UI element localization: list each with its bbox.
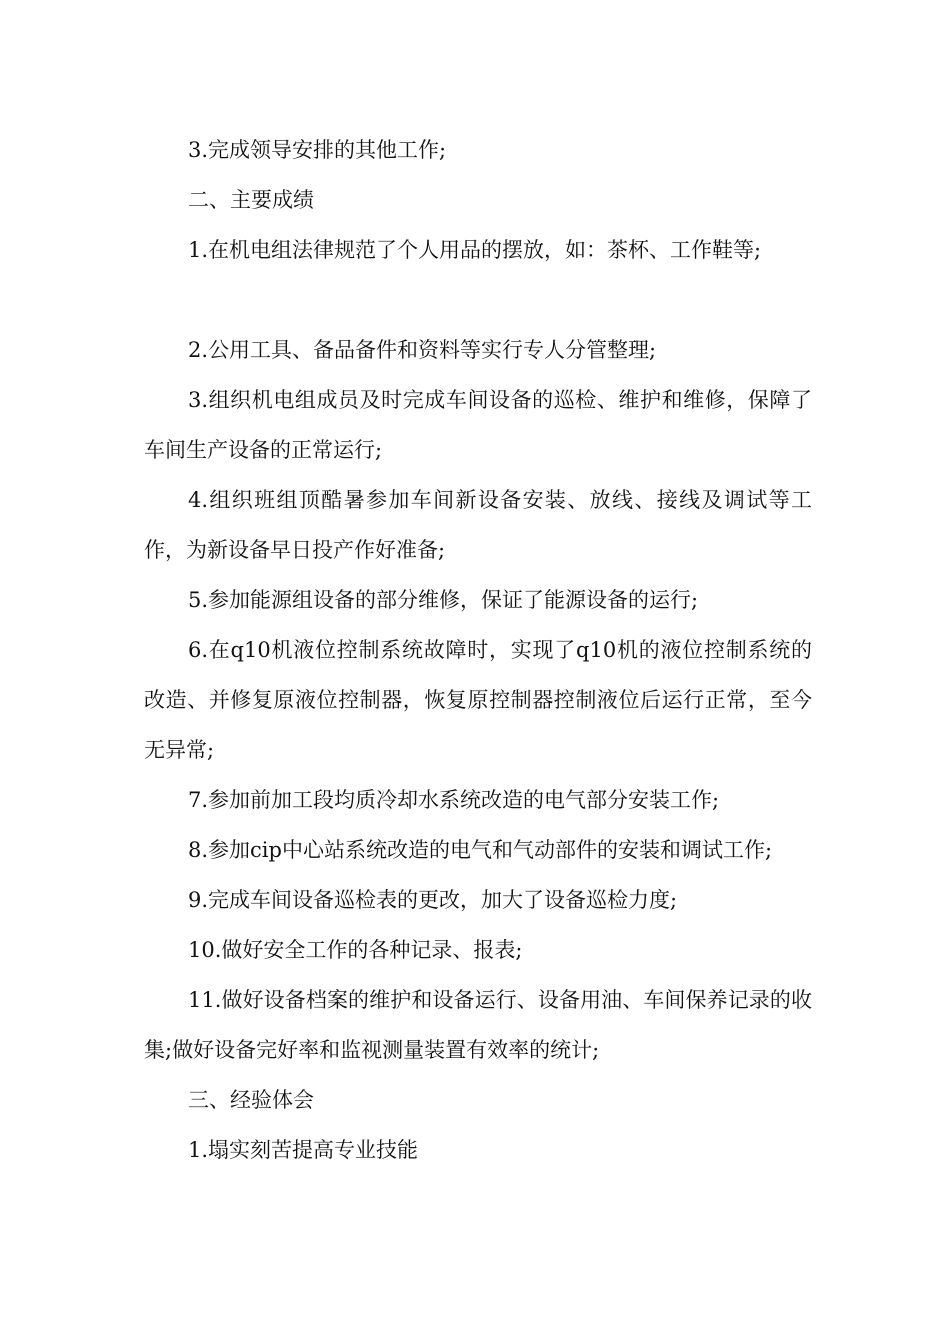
section-heading: 二、主要成绩 (188, 188, 314, 212)
list-item: 6.在q10机液位控制系统故障时，实现了q10机的液位控制系统的改造、并修复原液位控制器，恢复原控制器控制液位后运行正常，至今无异常; (144, 638, 812, 762)
list-item: 8.参加cip中心站系统改造的电气和气动部件的安装和调试工作; (188, 838, 773, 862)
list-item: 1.塌实刻苦提高专业技能 (188, 1138, 419, 1162)
list-item: 10.做好安全工作的各种记录、报表; (188, 938, 523, 962)
list-item: 1.在机电组法律规范了个人用品的摆放，如：茶杯、工作鞋等; (188, 238, 762, 262)
document-body (144, 125, 812, 1175)
paragraph-gap (144, 275, 812, 325)
list-item: 11.做好设备档案的维护和设备运行、设备用油、车间保养记录的收集;做好设备完好率和监视测量装置有效率的统计; (144, 988, 812, 1062)
list-item: 5.参加能源组设备的部分维修，保证了能源设备的运行; (188, 588, 699, 612)
list-item: 3.组织机电组成员及时完成车间设备的巡检、维护和维修，保障了车间生产设备的正常运行; (144, 388, 812, 462)
list-item: 7.参加前加工段均质冷却水系统改造的电气部分安装工作; (188, 788, 720, 812)
list-item: 4.组织班组顶酷暑参加车间新设备安装、放线、接线及调试等工作，为新设备早日投产作好准备; (144, 488, 812, 562)
list-item: 9.完成车间设备巡检表的更改，加大了设备巡检力度; (188, 888, 678, 912)
list-item: 2.公用工具、备品备件和资料等实行专人分管整理; (188, 338, 657, 362)
list-item: 3.完成领导安排的其他工作; (188, 138, 447, 162)
section-heading: 三、经验体会 (188, 1088, 314, 1112)
